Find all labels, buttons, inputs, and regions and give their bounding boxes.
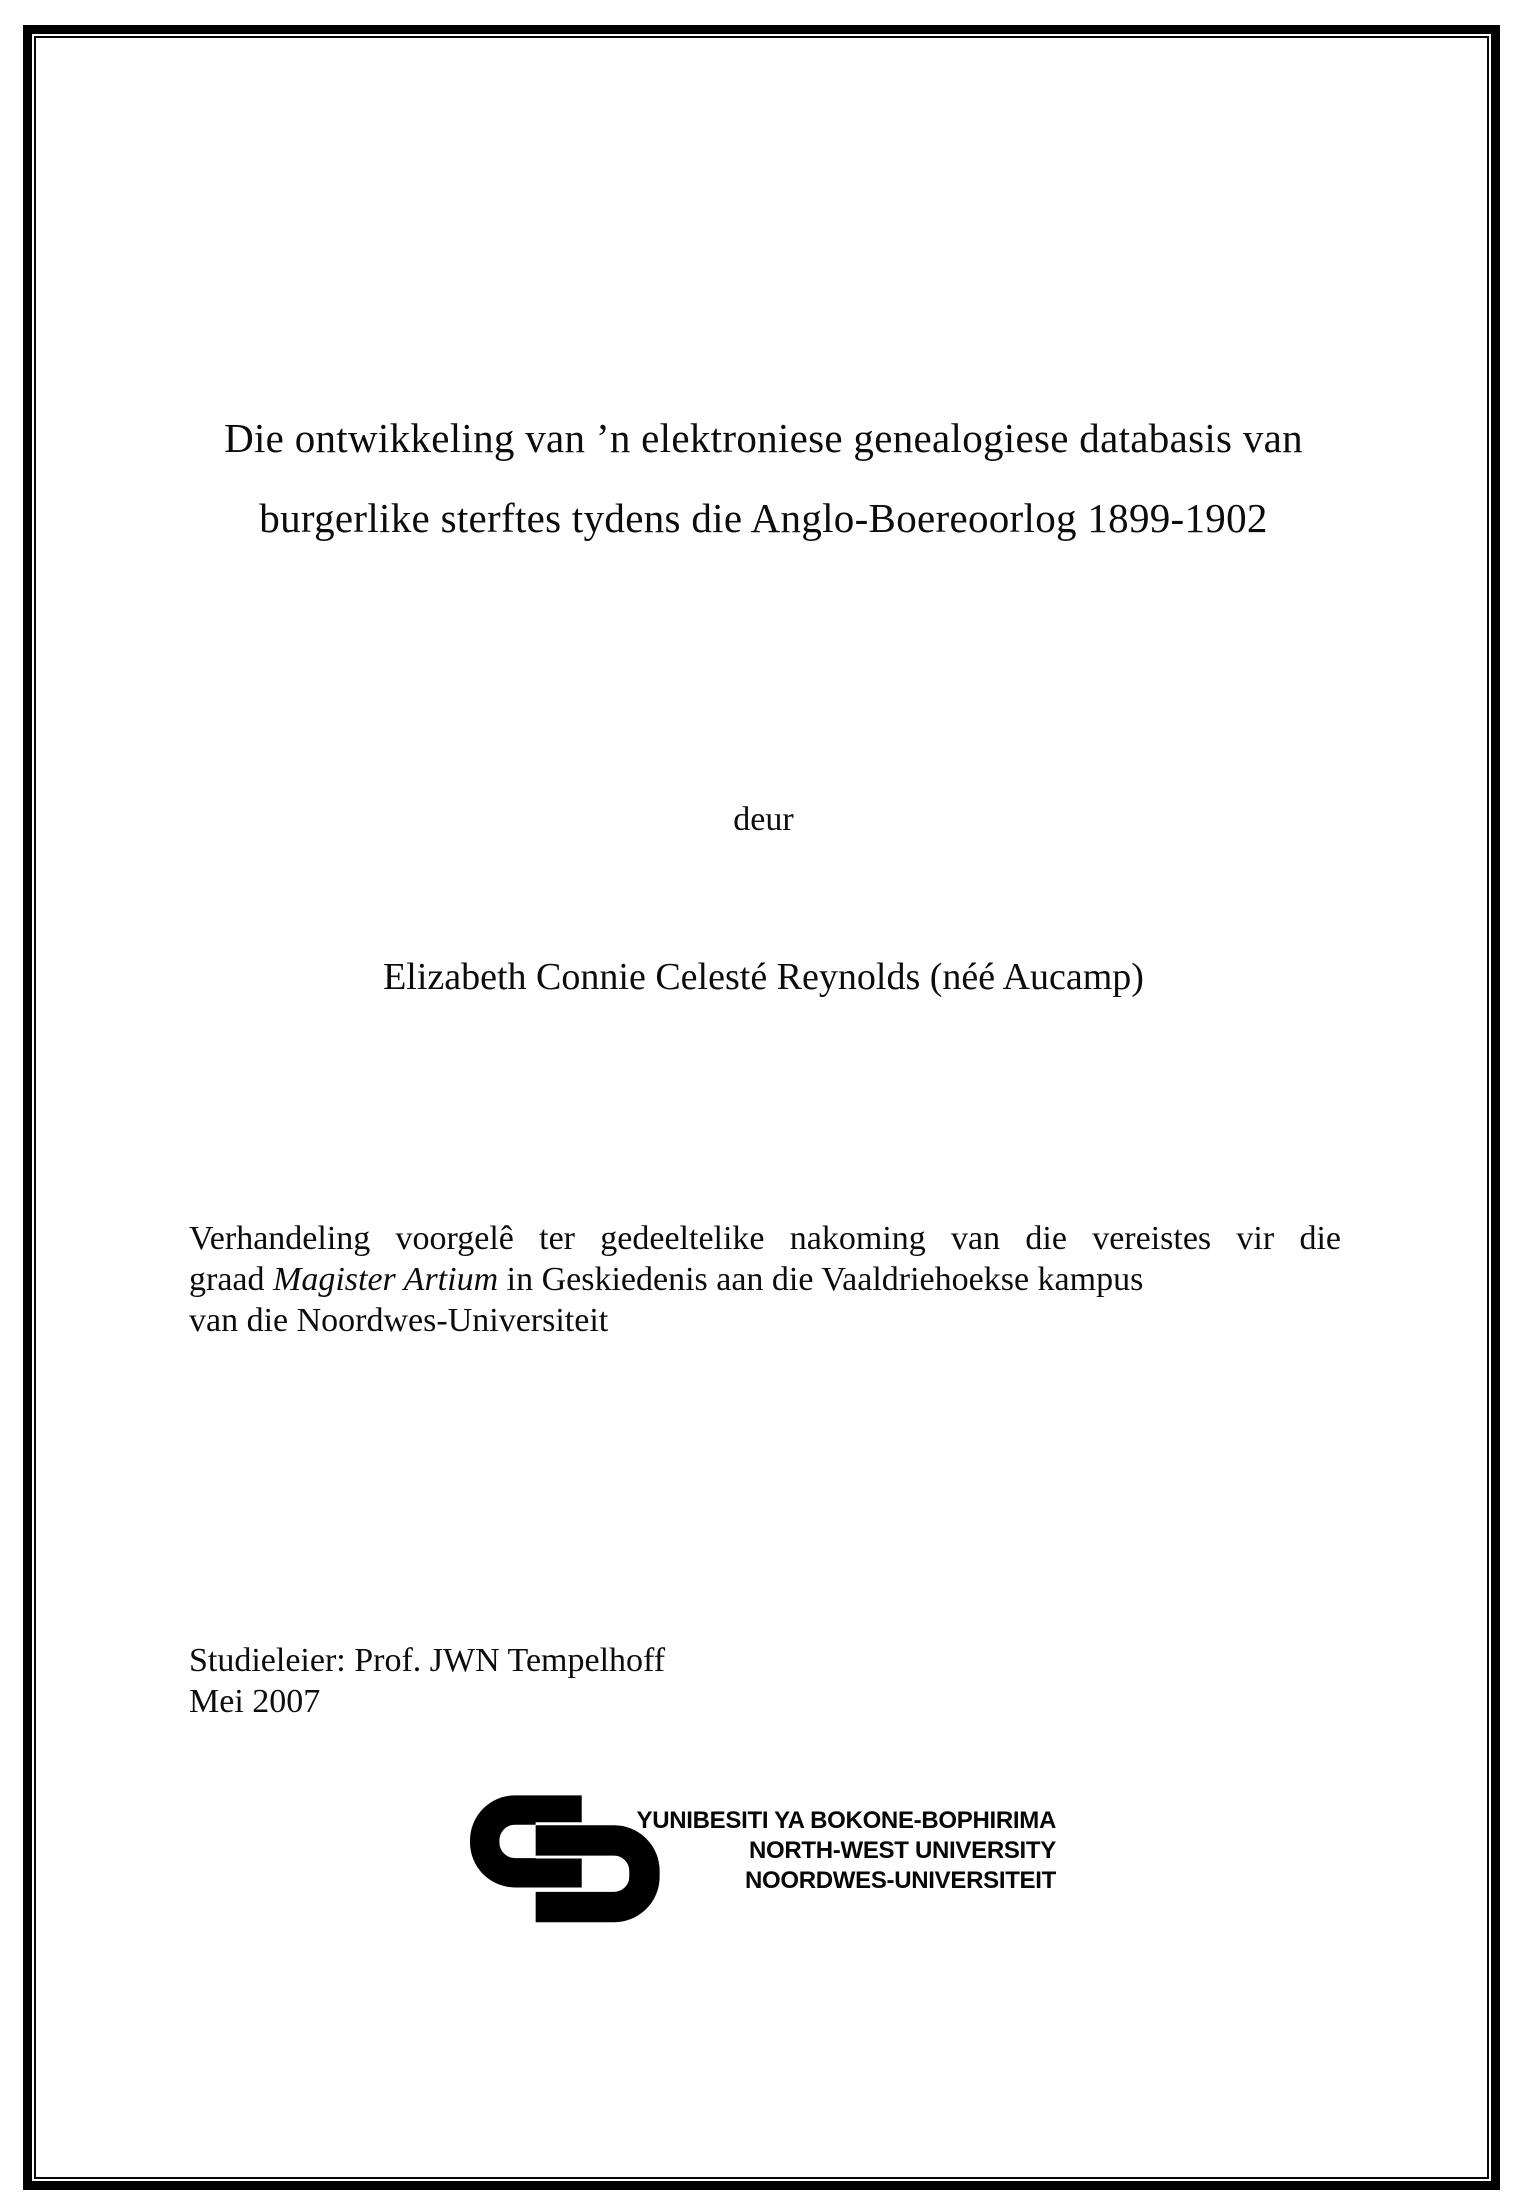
logo-line-english: NORTH-WEST UNIVERSITY [748, 1837, 1056, 1864]
description-line-2 [189, 1259, 1341, 1300]
byline-label: deur [733, 801, 794, 838]
supervisor-block [189, 1640, 665, 1722]
thesis-description [189, 1218, 1341, 1341]
degree-name: Magister Artium [273, 1261, 499, 1298]
description-line-2-suffix: in Geskiedenis aan die Vaaldriehoekse kampus [498, 1261, 1144, 1298]
thesis-title-line-2: burgerlike sterftes tydens die Anglo-Boereoorlog 1899-1902 [259, 495, 1268, 541]
logo-line-afrikaans: NOORDWES-UNIVERSITEIT [744, 1867, 1056, 1894]
author-name: Elizabeth Connie Celesté Reynolds (néé Aucamp) [383, 956, 1144, 998]
thesis-title [60, 398, 1467, 558]
date-line: Mei 2007 [189, 1683, 321, 1720]
description-line-3: van die Noordwes-Universiteit [189, 1302, 609, 1339]
description-line-2-prefix: graad [189, 1261, 274, 1298]
university-logo-text [637, 1806, 1057, 1896]
thesis-title-line-1: Die ontwikkeling van ’n elektroniese genealogiese databasis van [224, 415, 1303, 461]
logo-line-setswana: YUNIBESITI YA BOKONE-BOPHIRIMA [636, 1807, 1056, 1834]
supervisor-line: Studieleier: Prof. JWN Tempelhoff [189, 1642, 666, 1679]
description-line-1: Verhandeling voorgelê ter gedeeltelike nakoming van die vereistes vir die [189, 1220, 1341, 1257]
